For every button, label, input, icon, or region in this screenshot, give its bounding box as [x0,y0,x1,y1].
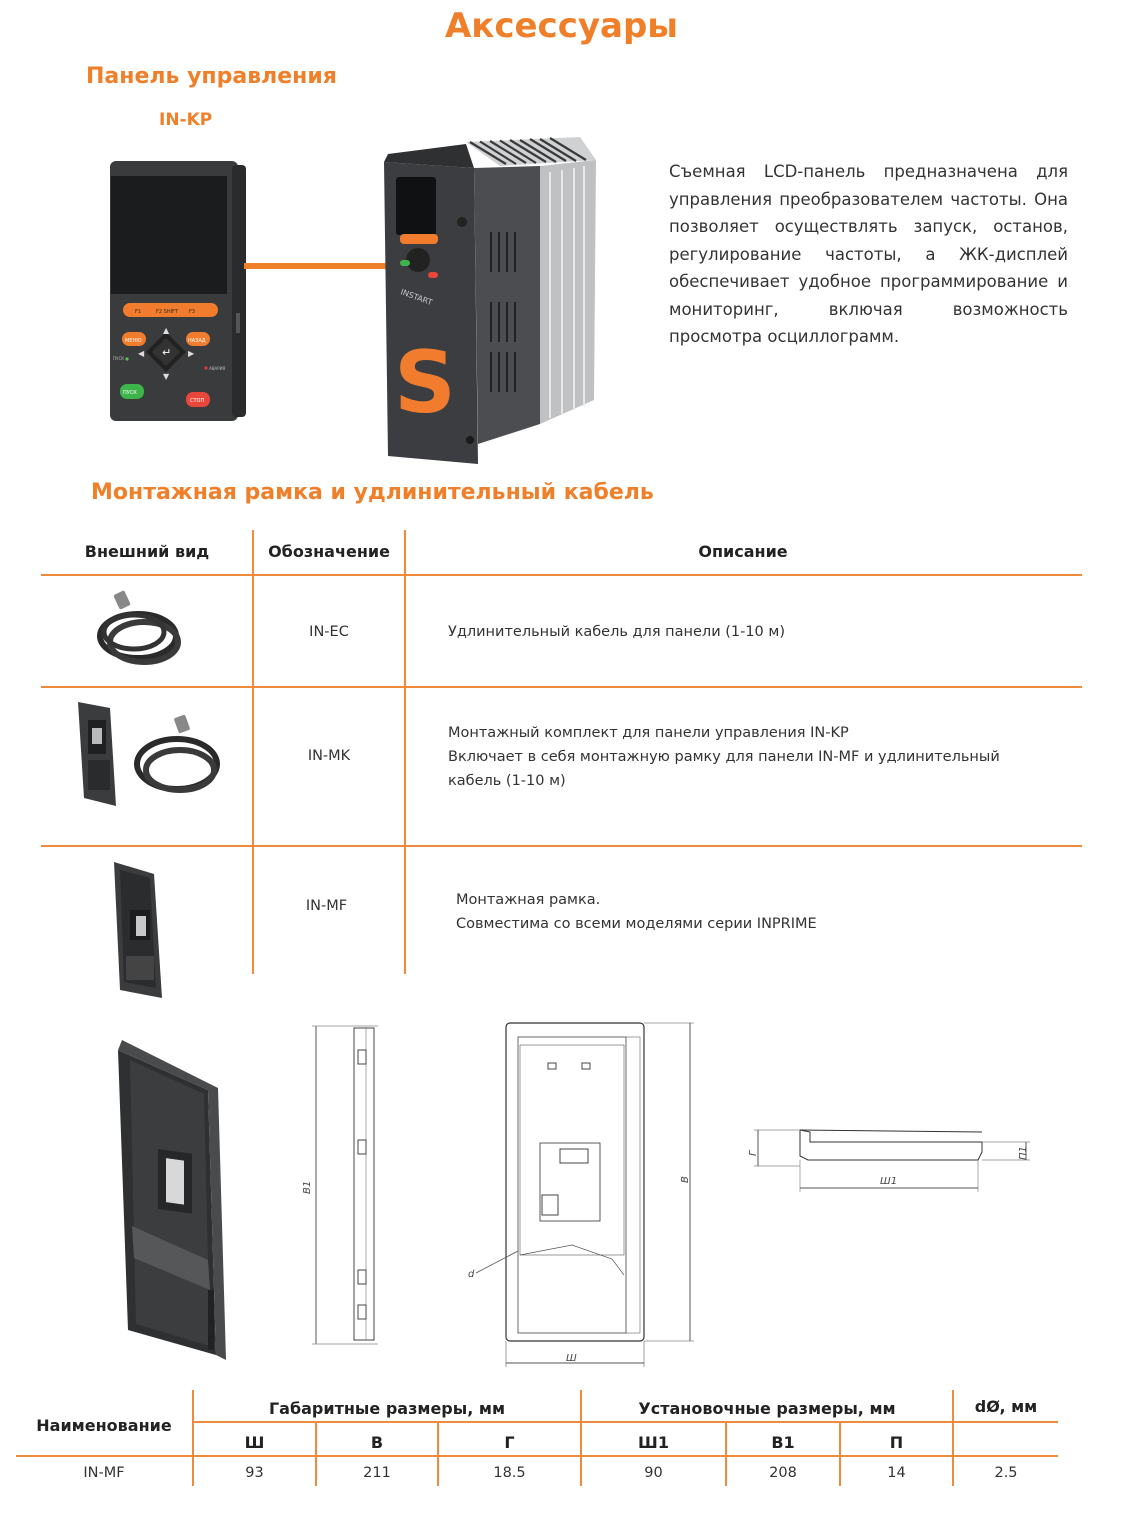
panel-heading: Панель управления [86,64,337,89]
dims-col-header: Ш1 [638,1433,669,1452]
dims-value: 208 [769,1465,797,1481]
dims-value: 2.5 [994,1465,1018,1481]
page-title: Аксессуары [444,6,679,46]
svg-text:F3: F3 [189,309,196,315]
col-header-description: Описание [698,542,788,561]
cable-image [90,590,190,675]
svg-text:F1: F1 [135,309,142,315]
svg-text:Ш: Ш [566,1353,577,1364]
dims-group-mounting: Установочные размеры, мм [638,1399,896,1418]
svg-text:B1: B1 [302,1180,313,1194]
dims-group-overall: Габаритные размеры, мм [268,1399,506,1418]
svg-text:↵: ↵ [162,346,172,359]
row-description: Монтажный комплект для панели управления IN-KP Включает в себя монтажную рамку для панели IN-MF и удлинительный кабель (1-10 м) [448,725,1000,789]
svg-text:СТОП: СТОП [190,398,205,404]
dims-divider [16,1455,1058,1457]
svg-text:▶: ▶ [188,349,195,358]
col-header-designation: Обозначение [268,542,390,561]
svg-text:d: d [468,1269,475,1280]
dims-col-header: Ш [244,1433,265,1452]
keypad-image [100,155,260,430]
panel-description: Съемная LCD-панель предназначена для управления преобразователем частоты. Она позволяет осуществлять запуск, останов, регулирование частоты, а ЖК-дисплей обеспечивает удобное программирование и мониторинг, включая возможность просмотра осциллограмм. [669,162,1068,346]
dims-col-header: В [370,1433,384,1452]
svg-text:Ш1: Ш1 [880,1176,898,1187]
table-divider [41,686,1082,688]
svg-text:ПУСК: ПУСК [123,390,137,396]
svg-text:Г: Г [748,1150,759,1156]
svg-text:НАЗАД: НАЗАД [188,338,206,344]
svg-text:▲: ▲ [163,326,170,335]
svg-text:МЕНЮ: МЕНЮ [125,338,142,344]
dims-col-header: В1 [771,1433,795,1452]
svg-text:S: S [394,333,456,433]
mount-heading: Монтажная рамка и удлинительный кабель [91,480,654,505]
svg-text:ПУСК: ПУСК [113,356,125,361]
dims-divider [194,1421,1058,1423]
dims-value: 90 [644,1465,663,1481]
panel-model: IN-KP [159,110,213,130]
drive-image [370,122,605,477]
row-description: Монтажная рамка. Совместима со всеми моделями серии INPRIME [456,892,817,932]
top-view-drawing [738,1120,1038,1200]
svg-text:АВАРИЯ: АВАРИЯ [209,366,226,371]
row-code: IN-MF [305,898,348,914]
row-code: IN-EC [309,624,349,640]
svg-text:F2 SHIFT: F2 SHIFT [156,309,178,315]
svg-text:П1: П1 [1018,1146,1029,1160]
row-description: Удлинительный кабель для панели (1-10 м) [448,624,785,640]
row-code: IN-MK [307,748,351,764]
table-divider [41,845,1082,847]
svg-text:B: B [680,1176,691,1183]
col-header-appearance: Внешний вид [84,542,210,561]
dims-value: 211 [363,1465,391,1481]
dims-name-header: Наименование [36,1416,172,1435]
dims-value: 18.5 [493,1465,526,1481]
frame-render-image [108,1030,248,1360]
mounting-kit-image [72,698,222,810]
dims-value: 93 [245,1465,264,1481]
front-view-drawing [462,1015,702,1375]
dims-value: 14 [887,1465,906,1481]
svg-text:INSTART: INSTART [399,287,434,308]
table-column-divider [404,530,406,974]
dims-col-header: Г [504,1433,515,1452]
dims-col-header: П [889,1433,904,1452]
mounting-frame-image [106,860,176,1002]
svg-text:◀: ◀ [138,349,145,358]
side-view-drawing [296,1020,386,1350]
table-divider [41,574,1082,576]
dims-group-diameter: dØ, мм [974,1397,1038,1416]
dims-row-name: IN-MF [83,1465,125,1481]
svg-text:▼: ▼ [163,372,170,381]
